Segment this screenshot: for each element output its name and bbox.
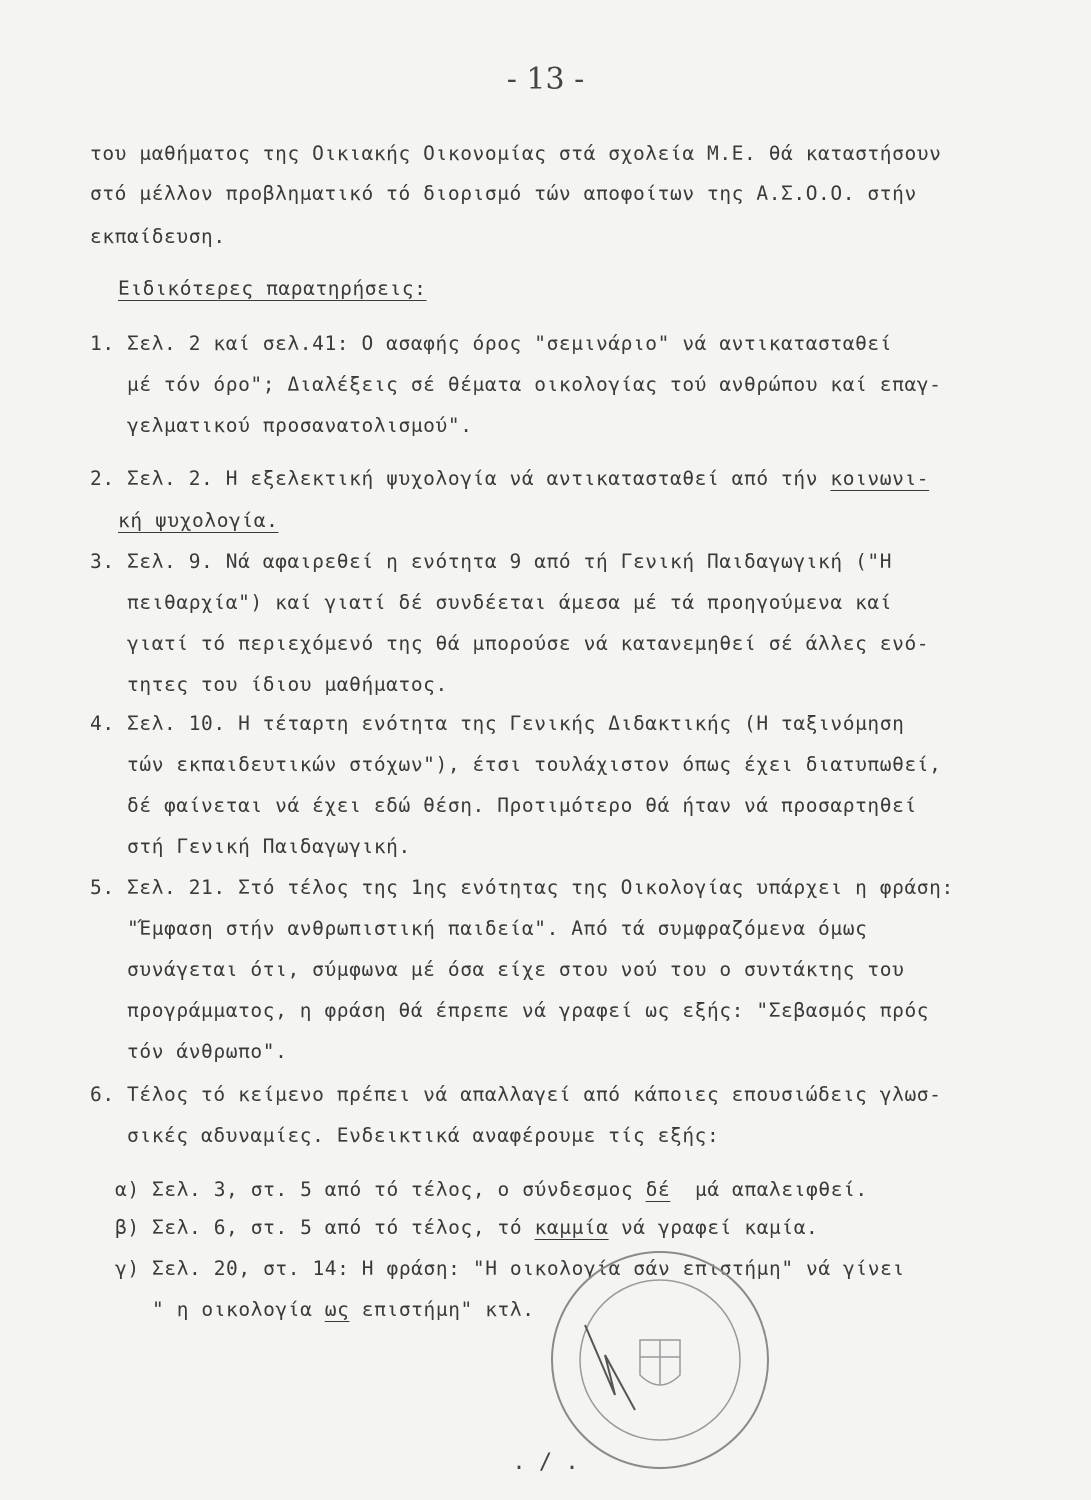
subitem-a-underlined: δέ: [645, 1178, 671, 1201]
subitem-c-text-end: επιστήμη" κτλ.: [349, 1298, 535, 1321]
subitem-c-underlined: ως: [324, 1298, 350, 1321]
subitem-c-line-2: [115, 1298, 535, 1321]
subitem-b: [115, 1216, 818, 1239]
item-1-line-2: μέ τόν όρο"; Διαλέξεις σέ θέματα οικολογίας τού ανθρώπου καί επαγ-: [90, 373, 942, 396]
section-heading: Ειδικότερες παρατηρήσεις:: [118, 277, 427, 300]
item-3-line-2: πειθαρχία") καί γιατί δέ συνδέεται άμεσα μέ τά προηγούμενα καί: [90, 591, 893, 614]
item-2-underlined-1: κοινωνι-: [830, 467, 930, 490]
subitem-c-line-1: γ) Σελ. 20, στ. 14: Η φράση: "Η οικολογία σάν επιστήμη" νά γίνει: [115, 1257, 905, 1280]
item-4-line-1: 4. Σελ. 10. Η τέταρτη ενότητα της Γενικής Διδακτικής (Η ταξινόμηση: [90, 712, 905, 735]
item-5-line-5: τόν άνθρωπο".: [90, 1040, 288, 1063]
item-2-underlined-2: κή ψυχολογία.: [118, 509, 279, 532]
item-4-line-2: τών εκπαιδευτικών στόχων"), έτσι τουλάχιστον όπως έχει διατυπωθεί,: [90, 753, 942, 776]
item-5-line-1: 5. Σελ. 21. Στό τέλος της 1ης ενότητας της Οικολογίας υπάρχει η φράση:: [90, 876, 954, 899]
item-1-line-3: γελματικού προσανατολισμού".: [90, 414, 473, 437]
item-4-line-3: δέ φαίνεται νά έχει εδώ θέση. Προτιμότερο θά ήταν νά προσαρτηθεί: [90, 794, 917, 817]
subitem-b-text: β) Σελ. 6, στ. 5 από τό τέλος, τό: [115, 1216, 535, 1239]
official-seal-stamp: [545, 1245, 775, 1475]
item-3-line-3: γιατί τό περιεχόμενό της θά μπορούσε νά κατανεμηθεί σέ άλλες ενό-: [90, 632, 930, 655]
subitem-a: [115, 1178, 868, 1201]
subitem-b-text-end: νά γραφεί καμία.: [608, 1216, 819, 1239]
item-6-line-2: σικές αδυναμίες. Ενδεικτικά αναφέρουμε τίς εξής:: [90, 1124, 720, 1147]
page-number: - 13 -: [506, 62, 585, 97]
item-5-line-4: προγράμματος, η φράση θά έπρεπε νά γραφεί ως εξής: "Σεβασμός πρός: [90, 999, 930, 1022]
item-2-line-1: [90, 467, 929, 490]
intro-line-3: εκπαίδευση.: [90, 225, 226, 248]
subitem-a-text-end: μά απαλειφθεί.: [670, 1178, 868, 1201]
subitem-a-text: α) Σελ. 3, στ. 5 από τό τέλος, ο σύνδεσμος: [115, 1178, 646, 1201]
intro-line-1: του μαθήματος της Οικιακής Οικονομίας στά σχολεία Μ.Ε. θά καταστήσουν: [90, 142, 942, 165]
item-5-line-3: συνάγεται ότι, σύμφωνα μέ όσα είχε στου νού του ο συντάκτης του: [90, 958, 905, 981]
page-continuation-mark: . / .: [512, 1450, 579, 1475]
intro-line-2: στό μέλλον προβληματικό τό διορισμό τών αποφοίτων της Α.Σ.Ο.Ο. στήν: [90, 182, 917, 205]
item-3-line-4: τητες του ίδιου μαθήματος.: [90, 673, 448, 696]
item-1-line-1: 1. Σελ. 2 καί σελ.41: Ο ασαφής όρος "σεμινάριο" νά αντικατασταθεί: [90, 332, 893, 355]
item-4-line-4: στή Γενική Παιδαγωγική.: [90, 835, 411, 858]
item-3-line-1: 3. Σελ. 9. Νά αφαιρεθεί η ενότητα 9 από τή Γενική Παιδαγωγική ("Η: [90, 550, 893, 573]
subitem-c-text: " η οικολογία: [115, 1298, 325, 1321]
item-6-line-1: 6. Τέλος τό κείμενο πρέπει νά απαλλαγεί από κάποιες επουσιώδεις γλωσ-: [90, 1083, 942, 1106]
subitem-b-underlined: καμμία: [534, 1216, 609, 1239]
item-2-text: 2. Σελ. 2. Η εξελεκτική ψυχολογία νά αντικατασταθεί από τήν: [90, 467, 831, 490]
item-5-line-2: "Έμφαση στήν ανθρωπιστική παιδεία". Από τά συμφραζόμενα όμως: [90, 917, 868, 940]
